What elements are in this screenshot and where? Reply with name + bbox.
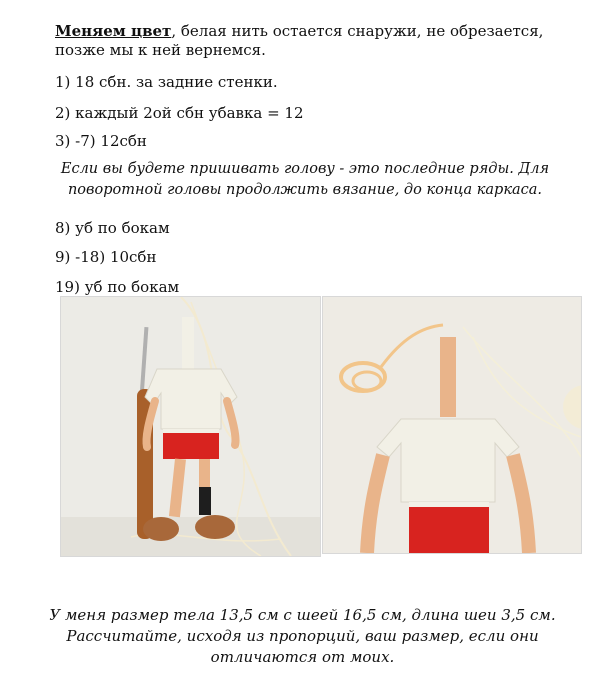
note-text: Если вы будете пришивать голову - это последние ряды. Для поворотной головы продолжить вязание, до конца каркаса. <box>60 161 550 198</box>
photo-left <box>60 296 321 557</box>
step-19: 19) уб по бокам <box>55 278 180 296</box>
intro-keyword: Меняем цвет <box>55 22 172 40</box>
intro-text: , белая нить остается снаружи, не обрезается, позже мы к ней вернемся. <box>55 22 544 59</box>
footer-note: У меня размер тела 13,5 см с шеей 16,5 см, длина шеи 3,5 см. Рассчитайте, исходя из пропорций, ваш размер, если они отличаются от моих. <box>49 606 556 666</box>
photo-right-drawing <box>323 297 581 553</box>
intro-paragraph <box>55 22 555 60</box>
photo-left-drawing <box>61 297 320 556</box>
step-2: 2) каждый 2ой сбн убавка = 12 <box>55 104 304 122</box>
step-8: 8) уб по бокам <box>55 219 170 237</box>
step-1: 1) 18 сбн. за задние стенки. <box>55 73 278 91</box>
photo-right <box>322 296 582 554</box>
step-9: 9) -18) 10сбн <box>55 248 157 266</box>
step-3: 3) -7) 12сбн <box>55 132 147 150</box>
